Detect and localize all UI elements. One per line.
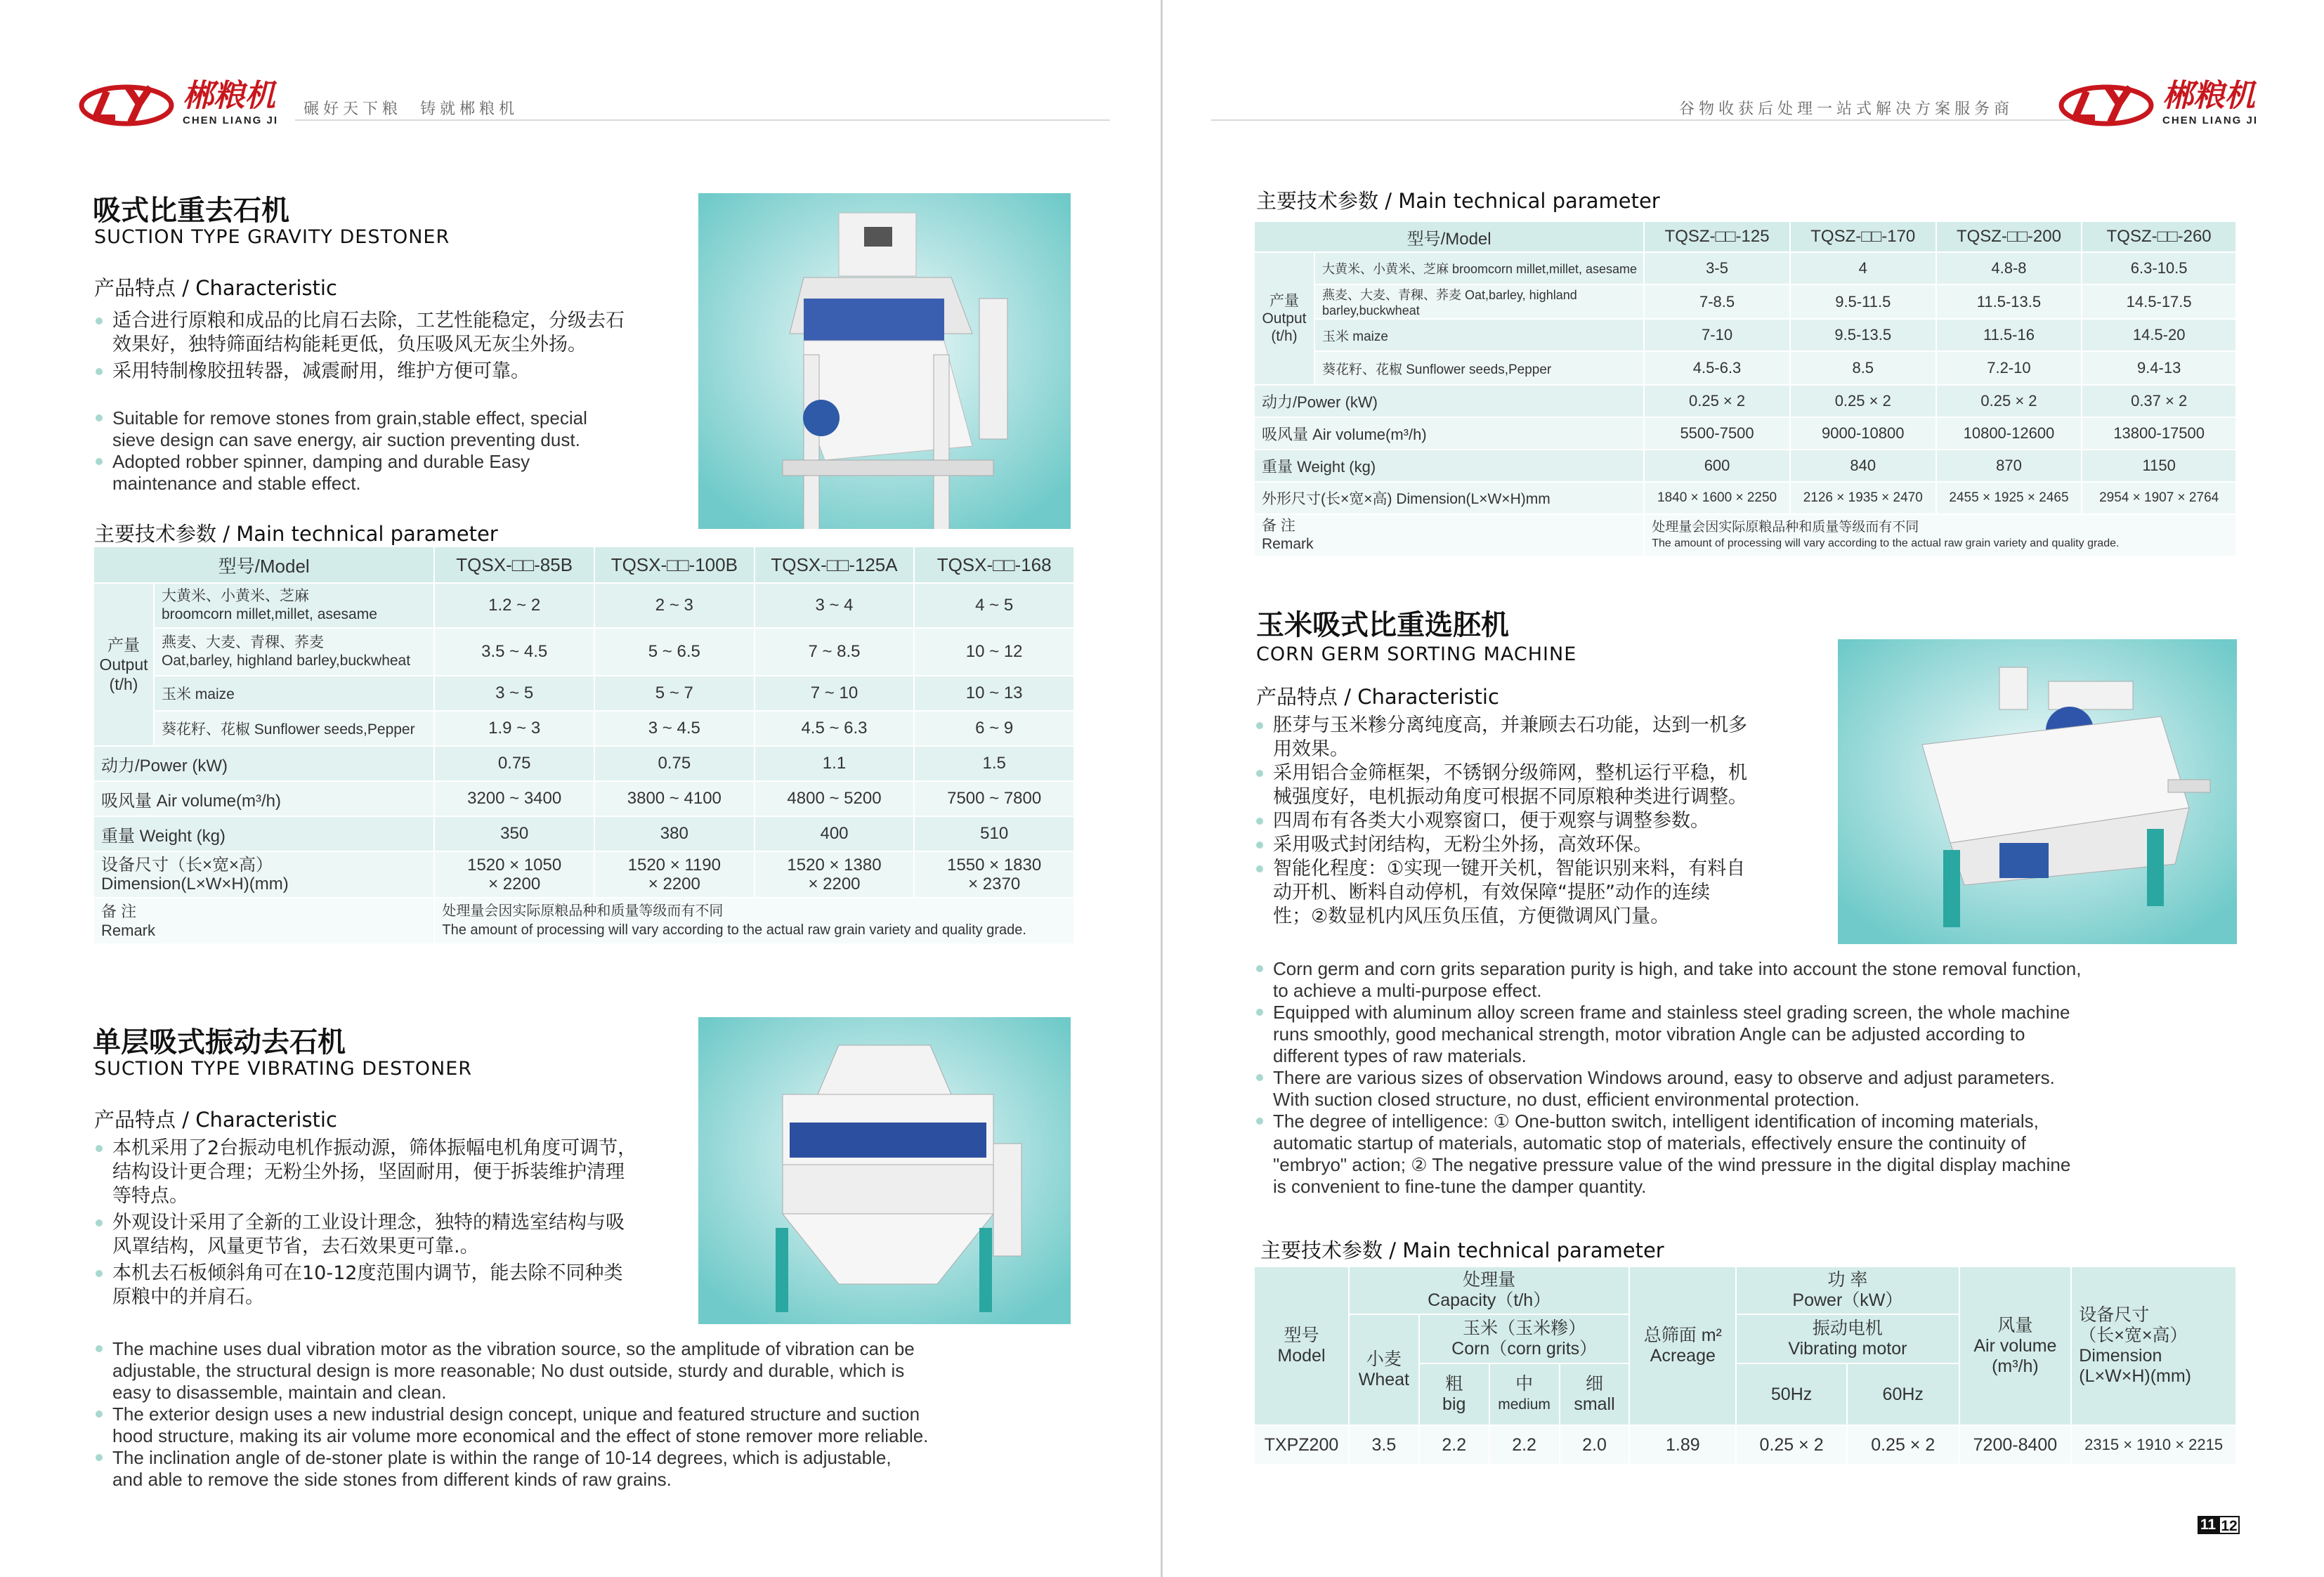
table-row xyxy=(93,547,1074,583)
table-cell: 0.25 × 2 xyxy=(1847,1425,1959,1465)
list-item: Adopted robber spinner, damping and durable Easy maintenance and stable effect. xyxy=(93,451,697,495)
list-item: 采用特制橡胶扭转器，减震耐用，维护方便可靠。 xyxy=(93,360,683,384)
small-header: 细 small xyxy=(1560,1363,1630,1425)
dimension-label: 外形尺寸(长×宽×高) Dimension(L×W×H)mm xyxy=(1254,482,1644,514)
table-cell: 1.9 ~ 3 xyxy=(434,711,594,746)
right-page xyxy=(1165,0,2324,1577)
table-cell: 7-10 xyxy=(1644,319,1790,351)
table-row xyxy=(1254,252,2236,284)
slogan-right: 谷物收获后处理一站式解决方案服务商 xyxy=(1679,100,2014,118)
table-cell: 1520 × 1380 × 2200 xyxy=(755,851,915,898)
table-cell: 3200 ~ 3400 xyxy=(434,781,594,816)
table-row xyxy=(1254,514,2236,556)
table-cell: 2126 × 1935 × 2470 xyxy=(1790,482,1936,514)
capacity-header: 处理量 Capacity（t/h） xyxy=(1349,1267,1630,1314)
corn-spec-table xyxy=(1253,1266,2237,1465)
table-cell: 9.5-11.5 xyxy=(1790,284,1936,319)
table-cell: 4 ~ 5 xyxy=(914,583,1074,628)
table-cell: TXPZ200 xyxy=(1254,1425,1349,1465)
list-item: 四周布有各类大小观察窗口，便于观察与调整参数。 xyxy=(1253,809,1928,833)
list-item: 本机去石板倾斜角可在10-12度范围内调节，能去除不同种类 原粮中的并肩石。 xyxy=(93,1262,683,1309)
table-row xyxy=(93,898,1074,944)
corn-germ-machine-photo xyxy=(1838,639,2237,944)
medium-header: 中 medium xyxy=(1489,1363,1560,1425)
table-cell: 1.5 xyxy=(914,746,1074,781)
gravity-destoner-photo xyxy=(698,193,1071,529)
corn-header: 玉米（玉米糁） Corn（corn grits） xyxy=(1419,1314,1630,1363)
table-cell: 0.25 × 2 xyxy=(1936,385,2082,417)
table-row xyxy=(93,746,1074,781)
table-cell: 8.5 xyxy=(1790,351,1936,385)
gravity-bullets-en xyxy=(93,407,697,495)
table-cell: 13800-17500 xyxy=(2082,417,2236,450)
dimension-header: 设备尺寸 （长×宽×高） Dimension (L×W×H)(mm) xyxy=(2071,1267,2236,1425)
table-cell: 7 ~ 8.5 xyxy=(755,628,915,676)
air-volume-label: 吸风量 Air volume(m³/h) xyxy=(93,781,434,816)
table-row xyxy=(93,781,1074,816)
table-cell: 0.25 × 2 xyxy=(1736,1425,1847,1465)
corn-title-en: CORN GERM SORTING MACHINE xyxy=(1256,643,1577,665)
output-row-label: 葵花籽、花椒 Sunflower seeds,Pepper xyxy=(154,711,434,746)
table-cell: 2.2 xyxy=(1419,1425,1489,1465)
table-cell: 4.8-8 xyxy=(1936,252,2082,284)
list-item: Equipped with aluminum alloy screen frame and stainless steel grading screen, the whole machine runs smoothly, good mechanical strength, motor vibration Angle can be adjusted according to different types of raw materials. xyxy=(1253,1002,2251,1067)
model-col: TQSX-□□-168 xyxy=(914,547,1074,583)
model-col: TQSZ-□□-260 xyxy=(2082,221,2236,252)
wheat-header: 小麦 Wheat xyxy=(1349,1314,1419,1425)
big-header: 粗 big xyxy=(1419,1363,1489,1425)
table-cell: 1.1 xyxy=(755,746,915,781)
power-label: 动力/Power (kW) xyxy=(93,746,434,781)
table-cell: 7-8.5 xyxy=(1644,284,1790,319)
table-cell: 10 ~ 13 xyxy=(914,676,1074,711)
list-item: 胚芽与玉米糁分离纯度高，并兼顾去石功能，达到一机多 用效果。 xyxy=(1253,714,1928,761)
table-cell: 400 xyxy=(755,816,915,851)
vibrating-bullets-cn xyxy=(93,1137,683,1309)
table-cell: 5 ~ 6.5 xyxy=(594,628,755,676)
table-cell: 2 ~ 3 xyxy=(594,583,755,628)
logo-en: CHEN LIANG JI xyxy=(2162,114,2259,126)
table-row xyxy=(1254,385,2236,417)
table-cell: 1.89 xyxy=(1629,1425,1736,1465)
logo-cn: 郴粮机 xyxy=(183,77,275,114)
table-cell: 3.5 xyxy=(1349,1425,1419,1465)
table-cell: 3-5 xyxy=(1644,252,1790,284)
table-cell: 1.2 ~ 2 xyxy=(434,583,594,628)
logo-swoosh-icon xyxy=(79,79,177,128)
table-cell: 11.5-16 xyxy=(1936,319,2082,351)
table-cell: 840 xyxy=(1790,450,1936,482)
table-cell: 14.5-17.5 xyxy=(2082,284,2236,319)
table-row xyxy=(1254,1425,2236,1465)
gravity-spec-table xyxy=(93,546,1075,945)
table-cell: 9.4-13 xyxy=(2082,351,2236,385)
list-item: Suitable for remove stones from grain,stable effect, special sieve design can save energy, air suction preventing dust. xyxy=(93,407,697,451)
table-cell: 1840 × 1600 × 2250 xyxy=(1644,482,1790,514)
table-row xyxy=(1254,1267,2236,1314)
table-row xyxy=(1254,284,2236,319)
dimension-label: 设备尺寸（长×宽×高） Dimension(L×W×H)(mm) xyxy=(93,851,434,898)
vibrating-motor-header: 振动电机 Vibrating motor xyxy=(1736,1314,1959,1363)
corn-characteristic-heading: 产品特点 / Characteristic xyxy=(1256,685,1499,709)
output-label: 产量 Output (t/h) xyxy=(93,583,154,746)
output-label: 产量 Output (t/h) xyxy=(1254,252,1314,385)
output-row-label: 葵花籽、花椒 Sunflower seeds,Pepper xyxy=(1314,351,1644,385)
brand-logo xyxy=(79,79,278,128)
table-row xyxy=(1254,482,2236,514)
list-item: The inclination angle of de-stoner plate is within the range of 10-14 degrees, which is adjustable, and able to remove the side stones from different kinds of raw grains. xyxy=(93,1447,1090,1491)
hz60-header: 60Hz xyxy=(1847,1363,1959,1425)
list-item: The machine uses dual vibration motor as the vibration source, so the amplitude of vibration can be adjustable, the structural design is more reasonable; No dust outside, sturdy and durable, which is easy to disassemble, maintain and clean. xyxy=(93,1338,1090,1403)
vibrating-bullets-en xyxy=(93,1338,1090,1491)
table-cell: 350 xyxy=(434,816,594,851)
output-row-label: 燕麦、大麦、青稞、荞麦 Oat,barley, highland barley,buckwheat xyxy=(154,628,434,676)
list-item: There are various sizes of observation Windows around, easy to observe and adjust parameters. With suction closed structure, no dust, efficient environmental protection. xyxy=(1253,1067,2251,1111)
table-cell: 2.2 xyxy=(1489,1425,1560,1465)
model-col: TQSZ-□□-170 xyxy=(1790,221,1936,252)
logo-en: CHEN LIANG JI xyxy=(183,114,279,126)
list-item: 采用吸式封闭结构，无粉尘外扬，高效环保。 xyxy=(1253,833,1928,857)
table-cell: 3800 ~ 4100 xyxy=(594,781,755,816)
table-row xyxy=(93,711,1074,746)
table-cell: 3 ~ 5 xyxy=(434,676,594,711)
weight-label: 重量 Weight (kg) xyxy=(93,816,434,851)
corn-bullets-cn xyxy=(1253,714,1928,929)
model-header: 型号/Model xyxy=(1254,221,1644,252)
table-row xyxy=(93,628,1074,676)
brand-logo xyxy=(2058,79,2258,128)
table-cell: 11.5-13.5 xyxy=(1936,284,2082,319)
model-header: 型号/Model xyxy=(93,547,434,583)
vibrating-title-en: SUCTION TYPE VIBRATING DESTONER xyxy=(94,1058,473,1080)
table-cell: 510 xyxy=(914,816,1074,851)
table-cell: 10 ~ 12 xyxy=(914,628,1074,676)
table-cell: 870 xyxy=(1936,450,2082,482)
gravity-title-cn: 吸式比重去石机 xyxy=(93,195,289,227)
model-col: TQSX-□□-100B xyxy=(594,547,755,583)
table-cell: 3 ~ 4 xyxy=(755,583,915,628)
left-page xyxy=(0,0,1159,1577)
logo-swoosh-icon xyxy=(2058,79,2157,128)
air-volume-header: 风量 Air volume (m³/h) xyxy=(1959,1267,2072,1425)
corn-bullets-en xyxy=(1253,958,2251,1198)
table-cell: 2.0 xyxy=(1560,1425,1630,1465)
table-cell: 600 xyxy=(1644,450,1790,482)
gravity-bullets-cn xyxy=(93,309,683,384)
table-cell: 9.5-13.5 xyxy=(1790,319,1936,351)
table-row xyxy=(1254,319,2236,351)
model-col: TQSX-□□-85B xyxy=(434,547,594,583)
table-row xyxy=(1254,417,2236,450)
list-item: Corn germ and corn grits separation purity is high, and take into account the stone removal function, to achieve a multi-purpose effect. xyxy=(1253,958,2251,1002)
table-cell: 1150 xyxy=(2082,450,2236,482)
table-cell: 7500 ~ 7800 xyxy=(914,781,1074,816)
table-cell: 5 ~ 7 xyxy=(594,676,755,711)
table-cell: 9000-10800 xyxy=(1790,417,1936,450)
table-cell: 0.25 × 2 xyxy=(1790,385,1936,417)
tqsz-spec-table xyxy=(1253,221,2237,557)
list-item: 本机采用了2台振动电机作振动源，筛体振幅电机角度可调节， 结构设计更合理；无粉尘外扬，坚固耐用，便于拆装维护清理 等特点。 xyxy=(93,1137,683,1208)
table-row xyxy=(1254,450,2236,482)
power-label: 动力/Power (kW) xyxy=(1254,385,1644,417)
model-col: TQSZ-□□-125 xyxy=(1644,221,1790,252)
table-cell: 380 xyxy=(594,816,755,851)
page-spine xyxy=(1161,0,1163,1577)
air-volume-label: 吸风量 Air volume(m³/h) xyxy=(1254,417,1644,450)
list-item: The degree of intelligence: ① One-button switch, intelligent identification of incoming materials, automatic startup of materials, automatic stop of materials, effectively ensure the continuity of "embryo" action; ② The negative pressure value of the wind pressure in the digital display machine is convenient to fine-tune the damper quantity. xyxy=(1253,1111,2251,1198)
table-cell: 4.5-6.3 xyxy=(1644,351,1790,385)
table-row xyxy=(93,676,1074,711)
table-row xyxy=(93,816,1074,851)
tqsz-table-heading: 主要技术参数 / Main technical parameter xyxy=(1256,189,1660,213)
table-cell: 0.25 × 2 xyxy=(1644,385,1790,417)
corn-title-cn: 玉米吸式比重选胚机 xyxy=(1256,609,1509,641)
output-row-label: 玉米 maize xyxy=(154,676,434,711)
output-row-label: 大黄米、小黄米、芝麻 broomcorn millet,millet, asesame xyxy=(1314,252,1644,284)
table-row xyxy=(93,583,1074,628)
remark-text: 处理量会因实际原粮品种和质量等级而有不同 The amount of processing will vary according to the actual raw grain variety and quality grade. xyxy=(1644,514,2236,556)
vibrating-title-cn: 单层吸式振动去石机 xyxy=(93,1026,346,1059)
table-cell: 1520 × 1190 × 2200 xyxy=(594,851,755,898)
table-cell: 7200-8400 xyxy=(1959,1425,2072,1465)
corn-table-heading: 主要技术参数 / Main technical parameter xyxy=(1260,1238,1664,1262)
slogan-left: 碾好天下粮 铸就郴粮机 xyxy=(303,100,518,118)
table-cell: 0.37 × 2 xyxy=(2082,385,2236,417)
table-cell: 2455 × 1925 × 2465 xyxy=(1936,482,2082,514)
hz50-header: 50Hz xyxy=(1736,1363,1847,1425)
table-cell: 2315 × 1910 × 2215 xyxy=(2071,1425,2236,1465)
header-rule xyxy=(295,119,1110,121)
table-cell: 3 ~ 4.5 xyxy=(594,711,755,746)
list-item: 适合进行原粮和成品的比肩石去除，工艺性能稳定，分级去石 效果好，独特筛面结构能耗更低，负压吸风无灰尘外扬。 xyxy=(93,309,683,357)
vibrating-characteristic-heading: 产品特点 / Characteristic xyxy=(94,1108,337,1132)
table-cell: 0.75 xyxy=(434,746,594,781)
list-item: 采用铝合金筛框架，不锈钢分级筛网，整机运行平稳，机 械强度好，电机振动角度可根据不同原粮种类进行调整。 xyxy=(1253,761,1928,809)
output-row-label: 玉米 maize xyxy=(1314,319,1644,351)
table-cell: 7.2-10 xyxy=(1936,351,2082,385)
table-cell: 6.3-10.5 xyxy=(2082,252,2236,284)
logo-cn: 郴粮机 xyxy=(2162,77,2255,114)
model-header: 型号 Model xyxy=(1254,1267,1349,1425)
weight-label: 重量 Weight (kg) xyxy=(1254,450,1644,482)
gravity-table-heading: 主要技术参数 / Main technical parameter xyxy=(94,522,498,546)
table-cell: 4800 ~ 5200 xyxy=(755,781,915,816)
table-cell: 2954 × 1907 × 2764 xyxy=(2082,482,2236,514)
power-header: 功 率 Power（kW） xyxy=(1736,1267,1959,1314)
table-cell: 0.75 xyxy=(594,746,755,781)
list-item: The exterior design uses a new industrial design concept, unique and featured structure and suction hood structure, making its air volume more economical and the effect of stone remover more reliable. xyxy=(93,1403,1090,1447)
table-cell: 10800-12600 xyxy=(1936,417,2082,450)
remark-text: 处理量会因实际原粮品种和质量等级而有不同 The amount of processing will vary according to the actual raw grain variety and quality grade. xyxy=(434,898,1074,944)
sieve-area-header: 总筛面 m² Acreage xyxy=(1629,1267,1736,1425)
gravity-title-en: SUCTION TYPE GRAVITY DESTONER xyxy=(94,226,450,248)
table-cell: 4.5 ~ 6.3 xyxy=(755,711,915,746)
page-number-right: 12 xyxy=(2219,1516,2240,1534)
model-col: TQSX-□□-125A xyxy=(755,547,915,583)
table-row xyxy=(1254,351,2236,385)
page-number-left: 11 xyxy=(2198,1516,2219,1534)
table-cell: 3.5 ~ 4.5 xyxy=(434,628,594,676)
gravity-characteristic-heading: 产品特点 / Characteristic xyxy=(94,276,337,300)
table-cell: 1550 × 1830 × 2370 xyxy=(914,851,1074,898)
list-item: 外观设计采用了全新的工业设计理念，独特的精选室结构与吸 风罩结构，风量更节省，去石效果更可靠.。 xyxy=(93,1211,683,1259)
table-row xyxy=(93,851,1074,898)
table-cell: 7 ~ 10 xyxy=(755,676,915,711)
vibrating-destoner-photo xyxy=(698,1017,1071,1324)
table-row xyxy=(1254,221,2236,252)
remark-label: 备 注 Remark xyxy=(93,898,434,944)
table-cell: 6 ~ 9 xyxy=(914,711,1074,746)
table-cell: 14.5-20 xyxy=(2082,319,2236,351)
table-cell: 5500-7500 xyxy=(1644,417,1790,450)
output-row-label: 大黄米、小黄米、芝麻 broomcorn millet,millet, asesame xyxy=(154,583,434,628)
header-rule xyxy=(1211,119,2082,121)
remark-label: 备 注 Remark xyxy=(1254,514,1644,556)
model-col: TQSZ-□□-200 xyxy=(1936,221,2082,252)
table-cell: 4 xyxy=(1790,252,1936,284)
output-row-label: 燕麦、大麦、青稞、荞麦 Oat,barley, highland barley,buckwheat xyxy=(1314,284,1644,319)
list-item: 智能化程度：①实现一键开关机，智能识别来料，有料自 动开机、断料自动停机，有效保障“提胚”动作的连续 性；②数显机内风压负压值，方便微调风门量。 xyxy=(1253,857,1928,929)
table-cell: 1520 × 1050 × 2200 xyxy=(434,851,594,898)
